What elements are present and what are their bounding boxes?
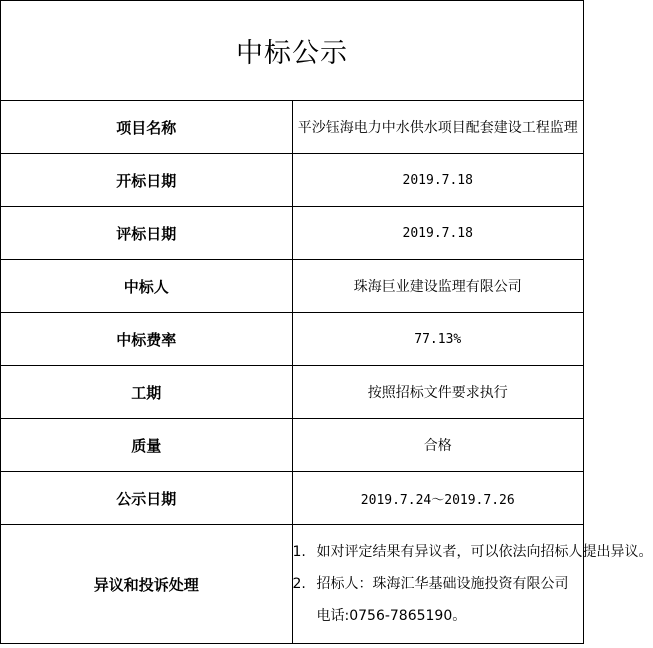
value-fee-rate: 77.13% — [292, 313, 584, 366]
row-fee-rate — [1, 313, 584, 366]
objection-item-2-number: 2. — [292, 576, 306, 592]
notice-title: 中标公示 — [1, 1, 584, 101]
row-duration — [1, 366, 584, 419]
objection-item-1-text: 如对评定结果有异议者，可以依法向招标人提出异议。 — [316, 544, 653, 560]
objection-item-2-text: 招标人：珠海汇华基础设施投资有限公司 — [316, 576, 569, 592]
value-project-name: 平沙钰海电力中水供水项目配套建设工程监理 — [292, 101, 584, 154]
row-publicity-date — [1, 472, 584, 525]
value-duration: 按照招标文件要求执行 — [292, 366, 584, 419]
value-publicity-date: 2019.7.24～2019.7.26 — [292, 472, 584, 525]
objection-phone-line — [293, 600, 584, 632]
row-project-name — [1, 101, 584, 154]
label-project-name: 项目名称 — [1, 101, 293, 154]
row-objection — [1, 525, 584, 644]
value-bid-opening-date: 2019.7.18 — [292, 154, 584, 207]
label-bid-opening-date: 开标日期 — [1, 154, 293, 207]
objection-item-1 — [292, 536, 653, 568]
label-quality: 质量 — [1, 419, 293, 472]
row-bid-opening-date — [1, 154, 584, 207]
value-quality: 合格 — [292, 419, 584, 472]
value-evaluation-date: 2019.7.18 — [292, 207, 584, 260]
objection-list — [292, 525, 653, 644]
label-fee-rate: 中标费率 — [1, 313, 293, 366]
label-publicity-date: 公示日期 — [1, 472, 293, 525]
label-duration: 工期 — [1, 366, 293, 419]
label-objection: 异议和投诉处理 — [1, 525, 293, 644]
row-winning-bidder — [1, 260, 584, 313]
objection-item-2 — [293, 568, 584, 600]
label-evaluation-date: 评标日期 — [1, 207, 293, 260]
objection-item-1-number: 1. — [292, 544, 306, 560]
label-winning-bidder: 中标人 — [1, 260, 293, 313]
row-quality — [1, 419, 584, 472]
objection-phone: 电话:0756-7865190。 — [316, 608, 467, 624]
row-evaluation-date — [1, 207, 584, 260]
value-winning-bidder: 珠海巨业建设监理有限公司 — [292, 260, 584, 313]
